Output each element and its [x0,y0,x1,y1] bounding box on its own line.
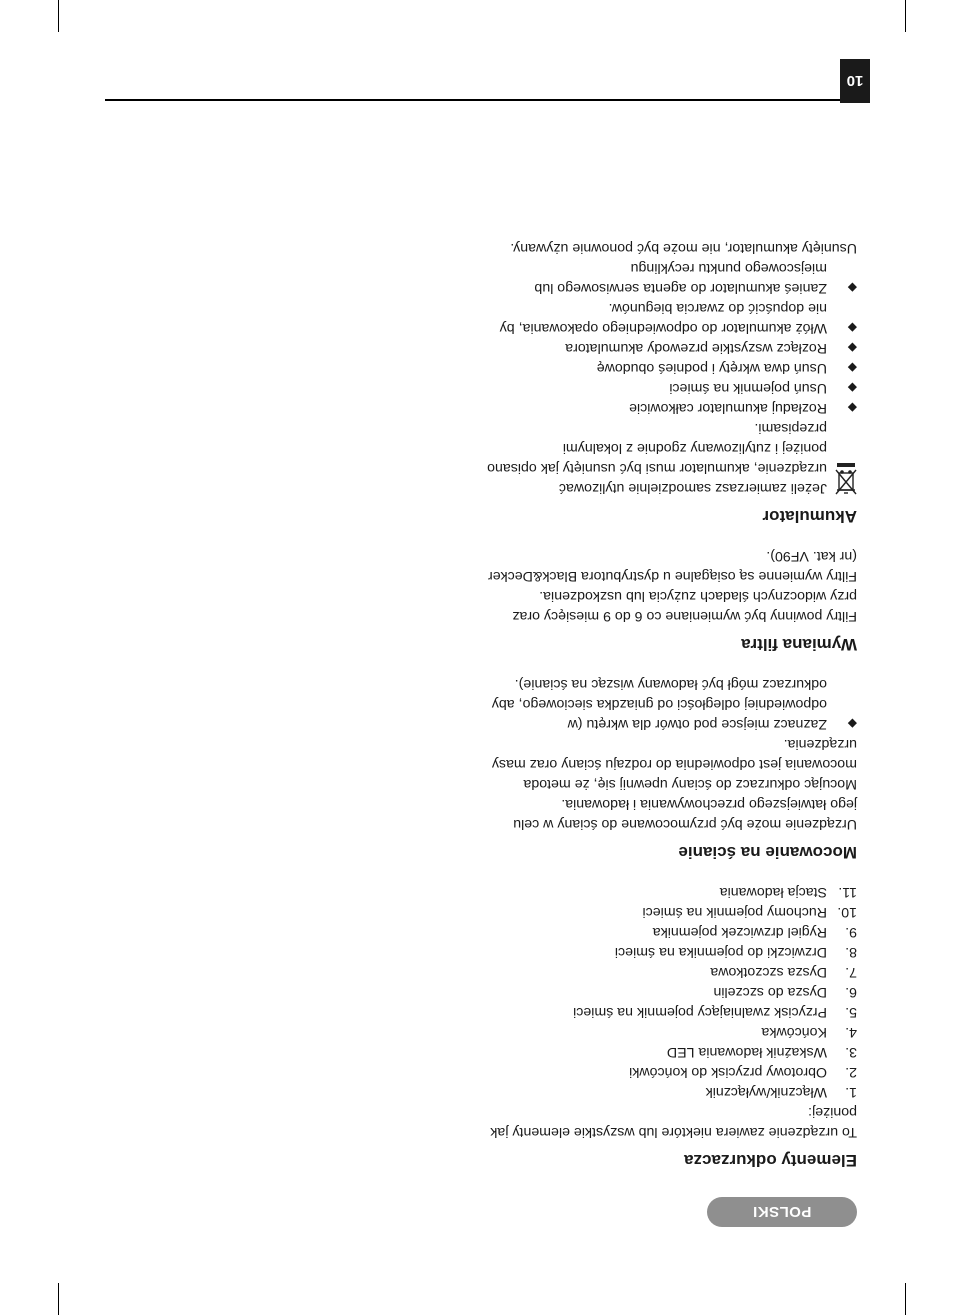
diamond-bullet-icon: ◆ [847,321,857,335]
diamond-bullet-icon: ◆ [847,717,857,731]
item-number: 3. [845,1044,857,1060]
text-column [487,238,857,1170]
bullet-text: Rozłącz wszystkie przewody akumulatora [565,340,827,356]
item-label: Dysza szczotkowa [710,964,827,980]
item-label: Włącznik/wyłącznik [705,1084,827,1100]
section-title: Elementy odkurzacza [684,1151,857,1170]
item-label: Wskaźnik ładowania LED [666,1044,827,1060]
item-number: 1. [845,1084,857,1100]
diamond-bullet-icon: ◆ [847,281,857,295]
section-title: Wymiana filtra [741,635,857,654]
paragraph: Filtry powinny być wymieniane co 6 do 9 miesięcy oraz przy widocznych śladach zużycia lub uszkodzenia. [512,588,857,624]
bullet-item [487,338,857,358]
item-number: 8. [845,944,857,960]
paragraph: Mocując odkurzacz do ściany upewnij się, że metoda mocowania jest odpowiednia do rodzaju ściany oraz masy urządzenia. [491,736,857,792]
item-label: Drzwiczki do pojemnika na śmieci [614,944,827,960]
bullet-item [487,378,857,398]
bullet-item [487,258,857,298]
bullet-text: Zanieś akumulator do agenta serwisowego lub miejscowego punktu recyklingu [534,260,827,296]
item-number: 6. [845,984,857,1000]
section-title: Mocowanie na ścianie [678,843,857,862]
list-item [487,1042,857,1062]
list-item [487,1022,857,1042]
bullet-item [487,358,857,378]
list-item [487,902,857,922]
section-filter [487,546,857,654]
item-label: Przycisk zwalniający pojemnik na śmieci [573,1004,827,1020]
list-item [487,942,857,962]
list-item [487,1082,857,1102]
diamond-bullet-icon: ◆ [847,381,857,395]
bullet-item [487,298,857,338]
diamond-bullet-icon: ◆ [847,341,857,355]
paragraph: Filtry wymienne są osiągalne u dystrybutora Black&Decker (nr kat. VF90). [487,548,857,584]
bullet-item [487,674,857,734]
section-intro: To urządzenie zawiera niektóre lub wszystkie elementy jak poniżej: [490,1104,857,1140]
list-item [487,882,857,902]
section-title: Akumulator [762,507,857,526]
disposal-text: Jeżeli zamierzasz samodzielnie utylizować urządzenie, akumulator musi być usunięty jak opisano poniżej i zutylizowany zgodnie z lokalnymi przepisami. [487,420,827,496]
list-item [487,922,857,942]
paragraph: Usunięty akumulator, nie może być ponownie używany. [510,240,857,256]
item-label: Obrotowy przycisk do końcówki [629,1064,827,1080]
item-number: 11. [838,884,857,900]
disposal-note [487,418,857,498]
paragraph: Urządzenie może być przymocowane do ściany w celu jego łatwiejszego przechowywania i ładowania. [513,796,857,832]
page-number: 10 [840,59,870,103]
item-label: Końcówka [761,1024,827,1040]
diamond-bullet-icon: ◆ [847,401,857,415]
section-wall-mount [487,674,857,862]
item-number: 2. [845,1064,857,1080]
item-number: 9. [845,924,857,940]
battery-steps [487,258,857,418]
list-item [487,982,857,1002]
item-label: Dysza do szczelin [713,984,827,1000]
list-item [487,962,857,982]
parts-list [487,882,857,1102]
section-battery [487,238,857,526]
diamond-bullet-icon: ◆ [847,361,857,375]
bullet-text: Usuń pojemnik na śmieci [669,380,827,396]
bullet-text: Usuń dwa wkręty i podnieś obudowę [596,360,827,376]
bullet-text: Zaznacz miejsce pod otwór dla wkrętu (w odpowiedniej odległości od gniazdka sieciowego, aby odkurzacz mógł być ładowany wisząc na ścianie). [491,676,827,732]
list-item [487,1002,857,1022]
language-badge: POLSKI [707,1197,857,1227]
item-number: 5. [845,1004,857,1020]
section-elements [487,882,857,1170]
item-label: Rygiel drzwiczek pojemnika [652,924,827,940]
item-number: 10. [837,904,857,920]
list-item [487,1062,857,1082]
bullet-item [487,398,857,418]
bullet-text: Włóż akumulator do odpowiedniego opakowania, by nie dopuścić do zwarcia biegunów. [499,300,827,336]
footer-rule [105,99,865,101]
item-label: Ruchomy pojemnik na śmieci [642,904,827,920]
item-number: 4. [845,1024,857,1040]
crossed-out-wheelie-bin-icon [827,456,857,498]
item-number: 7. [845,964,857,980]
item-label: Stacja ładowania [719,884,827,900]
bullet-text: Rozładuj akumulator całkowicie [629,400,827,416]
